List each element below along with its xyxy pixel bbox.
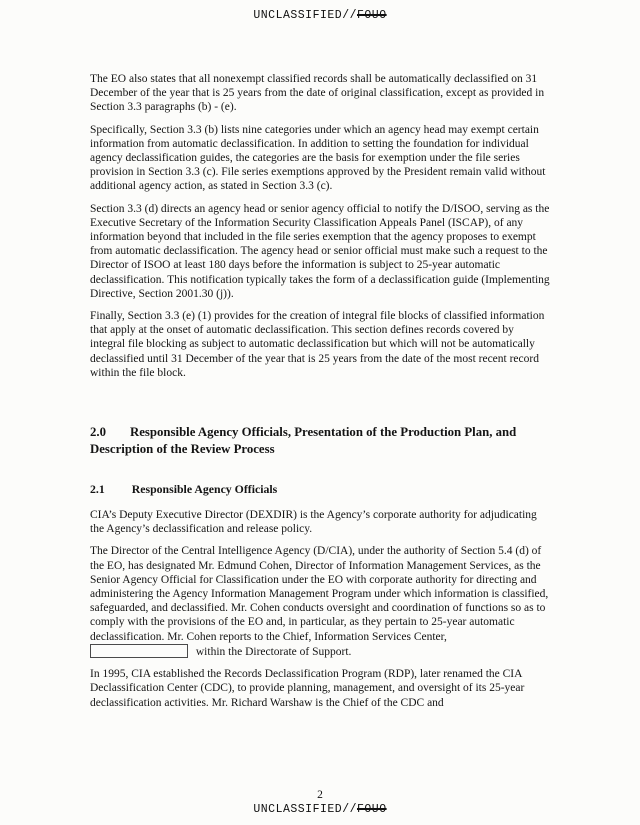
page-number: 2 — [317, 789, 323, 801]
paragraph-section-3-3-e: Finally, Section 3.3 (e) (1) provides for the creation of integral file blocks of classified information that apply at the onset of automatic declassification. This section defines records covered by integral file blocking as subject to automatic declassification but which will not be automatically declassified until 31 December of the year that is 25 years from the date of the most recent record within the file block. — [90, 310, 545, 379]
section-2-0-title: Responsible Agency Officials, Presentation of the Production Plan, and Description of the Review Process — [90, 425, 517, 457]
footer-classification-banner — [0, 803, 640, 816]
paragraph-cohen-text-before-redaction: The Director of the Central Intelligence Agency (D/CIA), under the authority of Section 5.4 (d) of the EO, has designated Mr. Edmund Cohen, Director of Information Management Services, as the Senior Agency Official for Classification under the EO with corporate authority for directing and administering the Agency Information Management Program under which information is classified, safeguarded, and declassified. Mr. Cohen conducts oversight and coordination of functions so as to comply with the provisions of the EO and, in particular, as they pertain to 25-year automatic declassification. Mr. Cohen reports to the Chief, Information Services Center, — [90, 545, 549, 643]
classification-prefix: UNCLASSIFIED// — [253, 803, 357, 816]
section-2-1-number: 2.1 — [90, 482, 105, 497]
section-2-1-heading — [90, 482, 550, 497]
paragraph-rdp-cdc-history: In 1995, CIA established the Records Declassification Program (RDP), later renamed the CIA Declassification Center (CDC), to provide planning, management, and oversight of its 25-year declassification activities. Mr. Richard Warshaw is the Chief of the CDC and — [90, 668, 525, 709]
document-body — [90, 72, 550, 718]
classification-struck-marking: FOUO — [357, 9, 387, 22]
section-2-1-title: Responsible Agency Officials — [131, 482, 278, 497]
paragraph-section-3-3-b: Specifically, Section 3.3 (b) lists nine categories under which an agency head may exempt certain information from automatic declassification. In addition to setting the foundation for individual agency declassification guides, the categories are the basis for exemption under the file series provision in Section 3.3 (c). File series exemptions approved by the President remain valid without additional agency action, as stated in Section 3.3 (c). — [90, 123, 546, 193]
paragraph-cohen-designation — [90, 544, 550, 659]
section-2-0-number: 2.0 — [90, 425, 106, 440]
redaction-box — [90, 644, 188, 658]
paragraph-eo-automatic-declassification: The EO also states that all nonexempt classified records shall be automatically declassified on 31 December of the year that is 25 years from the date of original classification, except as provided in Section 3.3 paragraphs (b) - (e). — [90, 73, 545, 114]
section-2-0-heading — [90, 424, 550, 458]
classification-struck-marking: FOUO — [357, 803, 387, 816]
paragraph-dexdir-authority: CIA’s Deputy Executive Director (DEXDIR) is the Agency’s corporate authority for adjudicating the Agency’s declassification and release policy. — [90, 509, 537, 536]
paragraph-cohen-text-after-redaction: within the Directorate of Support. — [195, 645, 352, 658]
header-classification-banner — [0, 9, 640, 22]
classification-prefix: UNCLASSIFIED// — [253, 9, 357, 22]
paragraph-section-3-3-d: Section 3.3 (d) directs an agency head or senior agency official to notify the D/ISOO, serving as the Executive Secretary of the Information Security Classification Appeals Panel (ISCAP), of any information beyond that included in the file series exemption that the agency proposes to exempt from automatic declassification. The agency head or senior official must make such a request to the Director of ISOO at least 180 days before the information is subject to 25-year automatic declassification. This notification typically takes the form of a declassification guide (Implementing Directive, Section 2001.30 (j)). — [90, 202, 550, 300]
